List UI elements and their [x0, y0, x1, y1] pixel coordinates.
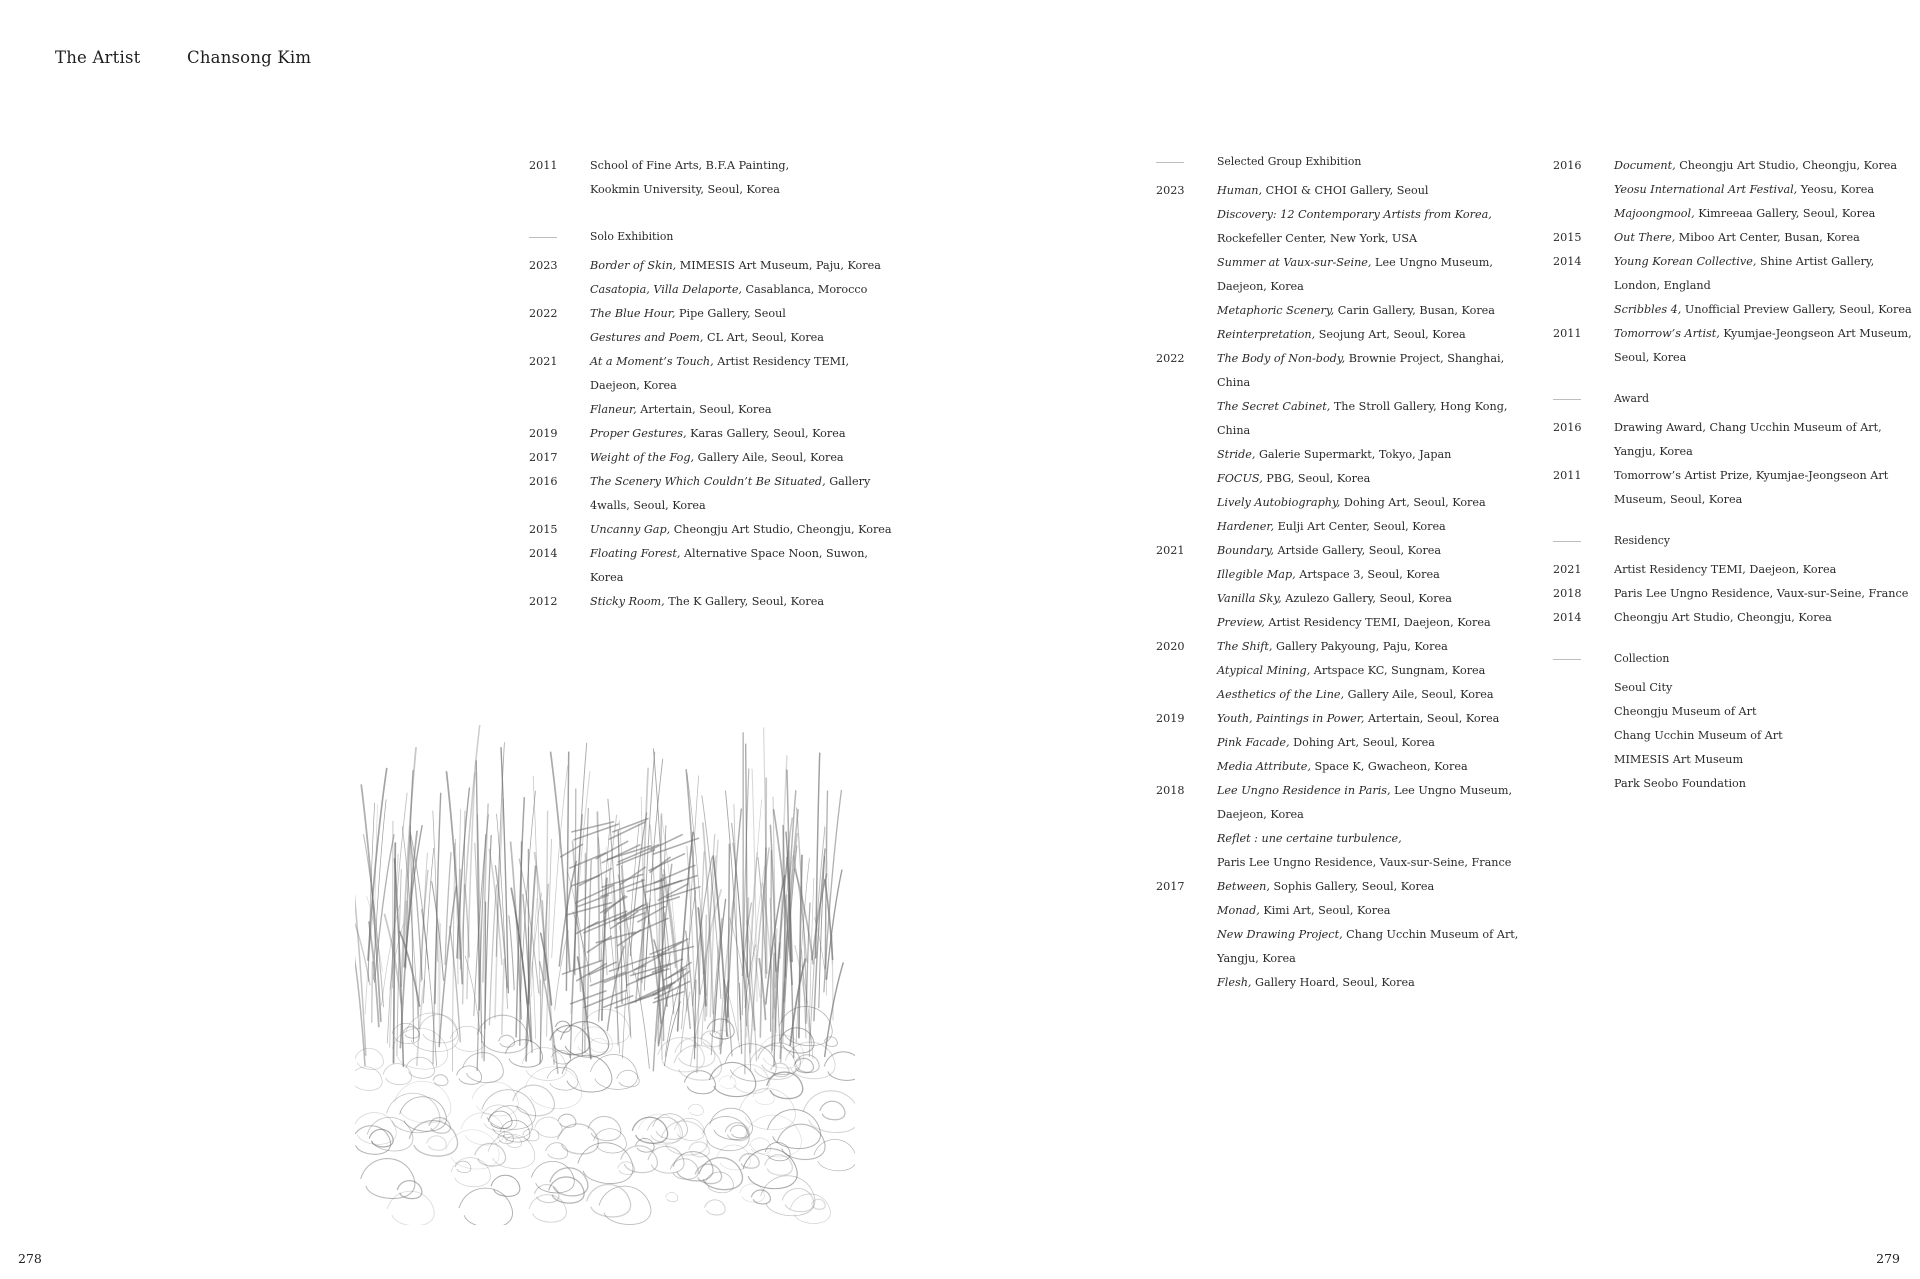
solo-exhibition-list — [529, 254, 892, 614]
exhibition-venue: Artspace KC, Sungnam, Korea — [1310, 664, 1486, 677]
exhibition-item — [1217, 443, 1507, 467]
exhibition-entry — [1553, 322, 1912, 370]
exhibition-lines — [1217, 179, 1495, 347]
group-exhibition-list — [1156, 179, 1519, 995]
exhibition-item — [1217, 635, 1494, 659]
exhibition-entry — [529, 518, 892, 542]
exhibition-title: Floating Forest, — [590, 547, 681, 560]
exhibition-lines — [1217, 707, 1499, 779]
exhibition-title: Lively Autobiography, — [1217, 496, 1341, 509]
exhibition-venue-continued: Paris Lee Ungno Residence, Vaux-sur-Seine, France — [1217, 856, 1512, 869]
exhibition-lines — [590, 470, 870, 518]
exhibition-item — [590, 302, 859, 326]
exhibition-title: Atypical Mining, — [1217, 664, 1311, 677]
exhibition-item — [1217, 515, 1507, 539]
exhibition-venue: Yeosu, Korea — [1797, 183, 1875, 196]
exhibition-year: 2014 — [1553, 255, 1582, 268]
exhibition-title: Boundary, — [1217, 544, 1274, 557]
exhibition-lines — [590, 542, 868, 590]
exhibition-item — [1614, 298, 1912, 322]
exhibition-venue: Eulji Art Center, Seoul, Korea — [1274, 520, 1446, 533]
exhibition-title: Sticky Room, — [590, 595, 665, 608]
exhibition-year: 2018 — [1156, 784, 1185, 797]
group-exhibition-list-continued — [1553, 154, 1912, 370]
exhibition-venue: Lee Ungno Museum, — [1390, 784, 1513, 797]
exhibition-venue: Sophis Gallery, Seoul, Korea — [1269, 880, 1435, 893]
exhibition-venue-continued: Korea — [590, 571, 624, 584]
exhibition-item — [1217, 899, 1518, 923]
exhibition-lines — [590, 446, 859, 470]
exhibition-title: Yeosu International Art Festival, — [1614, 183, 1798, 196]
exhibition-lines — [590, 518, 892, 542]
exhibition-year: 2023 — [529, 259, 558, 272]
exhibition-venue: CHOI & CHOI Gallery, Seoul — [1262, 184, 1429, 197]
artist-name: Chansong Kim — [187, 48, 312, 67]
exhibition-title: Majoongmool, — [1614, 207, 1695, 220]
collection-heading — [1553, 647, 1903, 671]
cv-lines — [1614, 558, 1903, 582]
exhibition-year: 2022 — [1156, 352, 1185, 365]
exhibition-year: 2020 — [1156, 640, 1185, 653]
exhibition-title: Flesh, — [1217, 976, 1252, 989]
pencil-drawing-image — [355, 725, 855, 1225]
collection-item: MIMESIS Art Museum — [1614, 753, 1744, 766]
exhibition-year: 2015 — [1553, 231, 1582, 244]
residency-list — [1553, 558, 1909, 630]
exhibition-venue: Casablanca, Morocco — [742, 283, 868, 296]
exhibition-entry — [1553, 250, 1912, 322]
cv-line: Tomorrow’s Artist Prize, Kyumjae-Jeongseon Art — [1614, 469, 1889, 482]
exhibition-item — [1217, 299, 1495, 323]
exhibition-lines — [1217, 779, 1512, 875]
exhibition-venue: Artspace 3, Seoul, Korea — [1295, 568, 1440, 581]
exhibition-entry — [1156, 707, 1500, 779]
exhibition-title: Reflet : une certaine turbulence, — [1217, 832, 1402, 845]
collection-item: Park Seobo Foundation — [1614, 777, 1746, 790]
exhibition-title: Hardener, — [1217, 520, 1275, 533]
exhibition-entry — [1156, 779, 1513, 875]
award-heading — [1553, 387, 1903, 411]
page-number-right: 279 — [1876, 1251, 1900, 1266]
exhibition-year: 2016 — [1553, 159, 1582, 172]
cv-line: Drawing Award, Chang Ucchin Museum of Art, — [1614, 421, 1882, 434]
exhibition-year: 2022 — [529, 307, 558, 320]
residency-heading — [1553, 529, 1903, 553]
exhibition-title: Gestures and Poem, — [590, 331, 704, 344]
exhibition-item — [590, 350, 859, 374]
cv-line: Cheongju Art Studio, Cheongju, Korea — [1614, 611, 1832, 624]
exhibition-venue: The Stroll Gallery, Hong Kong, — [1330, 400, 1508, 413]
cv-line: Yangju, Korea — [1614, 445, 1693, 458]
cv-line: Artist Residency TEMI, Daejeon, Korea — [1614, 563, 1837, 576]
exhibition-title: Document, — [1614, 159, 1676, 172]
exhibition-venue: Gallery Hoard, Seoul, Korea — [1251, 976, 1415, 989]
exhibition-lines — [1614, 250, 1912, 322]
exhibition-venue: Unofficial Preview Gallery, Seoul, Korea — [1681, 303, 1912, 316]
exhibition-item — [1614, 154, 1903, 178]
exhibition-item — [1217, 875, 1518, 899]
exhibition-title: The Blue Hour, — [590, 307, 676, 320]
exhibition-item — [590, 518, 892, 542]
exhibition-venue: Miboo Art Center, Busan, Korea — [1675, 231, 1860, 244]
exhibition-lines — [1217, 875, 1518, 995]
exhibition-venue: Kyumjae-Jeongseon Art Museum, — [1719, 327, 1912, 340]
solo-exhibition-heading — [529, 225, 859, 249]
exhibition-year: 2015 — [529, 523, 558, 536]
section-rule — [1553, 399, 1581, 400]
exhibition-entry — [1553, 226, 1903, 250]
cv-lines — [1614, 416, 1903, 464]
exhibition-title: FOCUS, — [1217, 472, 1263, 485]
exhibition-venue-continued: Daejeon, Korea — [1217, 280, 1304, 293]
education-entry — [529, 154, 859, 202]
cv-entry — [1553, 416, 1903, 464]
exhibition-item — [590, 470, 870, 494]
exhibition-title: New Drawing Project, — [1217, 928, 1343, 941]
exhibition-venue: Artertain, Seoul, Korea — [636, 403, 772, 416]
cv-lines — [1614, 606, 1903, 630]
exhibition-title: Stride, — [1217, 448, 1256, 461]
exhibition-title: Monad, — [1217, 904, 1260, 917]
exhibition-entry — [1553, 154, 1903, 226]
exhibition-venue: Shine Artist Gallery, — [1756, 255, 1875, 268]
exhibition-item — [1217, 707, 1499, 731]
exhibition-lines — [1614, 322, 1912, 370]
exhibition-year: 2023 — [1156, 184, 1185, 197]
exhibition-entry — [529, 302, 859, 350]
group-exhibition-heading — [1156, 150, 1486, 174]
exhibition-title: Proper Gestures, — [590, 427, 687, 440]
exhibition-venue: Cheongju Art Studio, Cheongju, Korea — [1675, 159, 1898, 172]
exhibition-item — [1614, 178, 1903, 202]
exhibition-year: 2019 — [529, 427, 558, 440]
exhibition-item — [1217, 779, 1512, 803]
cv-year: 2018 — [1553, 587, 1582, 600]
exhibition-year: 2014 — [529, 547, 558, 560]
cv-year: 2021 — [1553, 563, 1582, 576]
exhibition-lines — [590, 302, 859, 350]
collection-item: Cheongju Museum of Art — [1614, 705, 1757, 718]
exhibition-title: Young Korean Collective, — [1614, 255, 1757, 268]
exhibition-venue: PBG, Seoul, Korea — [1262, 472, 1371, 485]
exhibition-lines — [1217, 347, 1507, 539]
exhibition-item — [590, 326, 859, 350]
exhibition-title: Metaphoric Scenery, — [1217, 304, 1335, 317]
exhibition-entry — [1156, 539, 1491, 635]
exhibition-entry — [1156, 179, 1495, 347]
exhibition-title: Vanilla Sky, — [1217, 592, 1282, 605]
exhibition-item — [1614, 202, 1903, 226]
exhibition-title: Border of Skin, — [590, 259, 677, 272]
exhibition-venue: Brownie Project, Shanghai, — [1345, 352, 1505, 365]
exhibition-venue: MIMESIS Art Museum, Paju, Korea — [676, 259, 881, 272]
section-rule — [1553, 659, 1581, 660]
exhibition-title: Scribbles 4, — [1614, 303, 1682, 316]
exhibition-lines — [590, 590, 859, 614]
exhibition-year: 2021 — [529, 355, 558, 368]
exhibition-lines — [1614, 154, 1903, 226]
exhibition-item — [1217, 587, 1491, 611]
exhibition-title: Pink Facade, — [1217, 736, 1290, 749]
exhibition-item — [1217, 347, 1507, 371]
section-rule — [529, 237, 557, 238]
education-line: Kookmin University, Seoul, Korea — [590, 183, 780, 196]
exhibition-item — [1217, 179, 1495, 203]
cv-column-middle — [1156, 150, 1519, 995]
exhibition-item — [1217, 971, 1518, 995]
exhibition-item — [1217, 491, 1507, 515]
exhibition-item — [1217, 203, 1495, 227]
exhibition-venue: Seojung Art, Seoul, Korea — [1315, 328, 1466, 341]
exhibition-venue: Pipe Gallery, Seoul — [675, 307, 786, 320]
cv-column-right — [1553, 154, 1912, 796]
exhibition-title: Weight of the Fog, — [590, 451, 695, 464]
exhibition-venue-continued: Daejeon, Korea — [1217, 808, 1304, 821]
exhibition-venue-continued: China — [1217, 376, 1251, 389]
exhibition-item — [1217, 731, 1499, 755]
exhibition-entry — [529, 254, 881, 302]
exhibition-venue: Artertain, Seoul, Korea — [1364, 712, 1500, 725]
exhibition-venue-continued: China — [1217, 424, 1251, 437]
exhibition-item — [1217, 563, 1491, 587]
solo-exhibition-title: Solo Exhibition — [590, 230, 674, 243]
exhibition-item — [1217, 539, 1491, 563]
exhibition-venue: Gallery Aile, Seoul, Korea — [694, 451, 844, 464]
exhibition-venue: Space K, Gwacheon, Korea — [1310, 760, 1468, 773]
exhibition-entry — [529, 446, 859, 470]
exhibition-title: Reinterpretation, — [1217, 328, 1316, 341]
exhibition-venue: Gallery Pakyoung, Paju, Korea — [1272, 640, 1448, 653]
exhibition-item — [1217, 323, 1495, 347]
exhibition-title: Out There, — [1614, 231, 1676, 244]
exhibition-title: Aesthetics of the Line, — [1217, 688, 1345, 701]
exhibition-entry — [1156, 875, 1519, 995]
exhibition-lines — [1217, 635, 1494, 707]
exhibition-title: Casatopia, Villa Delaporte, — [590, 283, 742, 296]
exhibition-title: The Secret Cabinet, — [1217, 400, 1331, 413]
exhibition-venue: Artside Gallery, Seoul, Korea — [1273, 544, 1442, 557]
exhibition-venue: Galerie Supermarkt, Tokyo, Japan — [1255, 448, 1452, 461]
exhibition-entry — [1156, 635, 1494, 707]
exhibition-title: Uncanny Gap, — [590, 523, 671, 536]
exhibition-title: Media Attribute, — [1217, 760, 1311, 773]
exhibition-item — [1614, 250, 1912, 274]
section-rule — [1553, 541, 1581, 542]
exhibition-entry — [529, 350, 859, 422]
exhibition-year: 2021 — [1156, 544, 1185, 557]
exhibition-venue: Kimi Art, Seoul, Korea — [1259, 904, 1391, 917]
exhibition-entry — [529, 542, 868, 590]
exhibition-lines — [590, 422, 859, 446]
exhibition-venue: Dohing Art, Seoul, Korea — [1289, 736, 1435, 749]
education-line: School of Fine Arts, B.F.A Painting, — [590, 159, 790, 172]
exhibition-item — [1614, 322, 1912, 346]
exhibition-item — [590, 422, 859, 446]
cv-entry — [1553, 558, 1903, 582]
cv-entry — [1553, 606, 1903, 630]
cv-entry — [1553, 582, 1909, 606]
exhibition-item — [1217, 659, 1494, 683]
residency-title: Residency — [1614, 534, 1670, 547]
cv-year: 2016 — [1553, 421, 1582, 434]
exhibition-entry — [529, 470, 871, 518]
exhibition-venue: Chang Ucchin Museum of Art, — [1342, 928, 1519, 941]
exhibition-venue: Gallery — [825, 475, 871, 488]
exhibition-title: Tomorrow’s Artist, — [1614, 327, 1720, 340]
cv-line: Museum, Seoul, Korea — [1614, 493, 1743, 506]
award-title: Award — [1614, 392, 1650, 405]
cv-entry — [1553, 464, 1903, 512]
exhibition-venue-continued: Daejeon, Korea — [590, 379, 677, 392]
exhibition-item — [1217, 251, 1495, 275]
exhibition-title: Human, — [1217, 184, 1263, 197]
exhibition-title: Flaneur, — [590, 403, 637, 416]
exhibition-venue: Carin Gallery, Busan, Korea — [1334, 304, 1495, 317]
cv-year: 2011 — [1553, 469, 1582, 482]
exhibition-title: Youth, Paintings in Power, — [1217, 712, 1365, 725]
exhibition-venue: Dohing Art, Seoul, Korea — [1340, 496, 1486, 509]
cv-line: Paris Lee Ungno Residence, Vaux-sur-Seine, France — [1614, 587, 1909, 600]
exhibition-title: The Shift, — [1217, 640, 1273, 653]
exhibition-item — [590, 542, 868, 566]
education-year: 2011 — [529, 159, 558, 172]
exhibition-venue: The K Gallery, Seoul, Korea — [664, 595, 825, 608]
exhibition-year: 2017 — [529, 451, 558, 464]
exhibition-venue-continued: London, England — [1614, 279, 1711, 292]
collection-item: Seoul City — [1614, 681, 1673, 694]
exhibition-venue: Lee Ungno Museum, — [1371, 256, 1493, 269]
exhibition-item — [1217, 923, 1518, 947]
exhibition-year: 2019 — [1156, 712, 1185, 725]
exhibition-title: Lee Ungno Residence in Paris, — [1217, 784, 1391, 797]
exhibition-venue-continued: Rockefeller Center, New York, USA — [1217, 232, 1418, 245]
exhibition-venue-continued: Yangju, Korea — [1217, 952, 1296, 965]
exhibition-title: Illegible Map, — [1217, 568, 1296, 581]
exhibition-title: At a Moment’s Touch, — [590, 355, 714, 368]
exhibition-entry — [529, 590, 859, 614]
exhibition-year: 2016 — [529, 475, 558, 488]
exhibition-title: Preview, — [1217, 616, 1265, 629]
exhibition-venue-continued: 4walls, Seoul, Korea — [590, 499, 706, 512]
exhibition-title: The Scenery Which Couldn’t Be Situated, — [590, 475, 826, 488]
exhibition-title: Between, — [1217, 880, 1270, 893]
exhibition-venue: Kimreeaa Gallery, Seoul, Korea — [1694, 207, 1876, 220]
exhibition-item — [1217, 755, 1499, 779]
exhibition-year: 2012 — [529, 595, 558, 608]
exhibition-venue-continued: Seoul, Korea — [1614, 351, 1687, 364]
exhibition-venue: Azulezo Gallery, Seoul, Korea — [1281, 592, 1452, 605]
exhibition-item — [590, 398, 859, 422]
exhibition-venue: Artist Residency TEMI, — [713, 355, 850, 368]
exhibition-entry — [1156, 347, 1508, 539]
exhibition-venue: Gallery Aile, Seoul, Korea — [1344, 688, 1494, 701]
section-rule — [1156, 162, 1184, 163]
exhibition-venue: CL Art, Seoul, Korea — [703, 331, 824, 344]
group-exhibition-title: Selected Group Exhibition — [1217, 155, 1362, 168]
exhibition-item — [590, 278, 881, 302]
exhibition-item — [590, 590, 859, 614]
exhibition-title: Discovery: 12 Contemporary Artists from Korea, — [1217, 208, 1492, 221]
exhibition-lines — [590, 350, 859, 422]
exhibition-item — [1614, 226, 1903, 250]
exhibition-title: The Body of Non-body, — [1217, 352, 1346, 365]
cv-year: 2014 — [1553, 611, 1582, 624]
page-number-left: 278 — [18, 1251, 42, 1266]
section-title: The Artist — [55, 48, 141, 67]
exhibition-lines — [590, 254, 881, 302]
exhibition-lines — [1217, 539, 1491, 635]
exhibition-lines — [1614, 226, 1903, 250]
exhibition-venue: Artist Residency TEMI, Daejeon, Korea — [1264, 616, 1491, 629]
exhibition-item — [590, 254, 881, 278]
exhibition-item — [1217, 827, 1512, 851]
collection-list — [1553, 676, 1903, 796]
award-list — [1553, 416, 1903, 512]
collection-title: Collection — [1614, 652, 1670, 665]
exhibition-item — [1217, 683, 1494, 707]
exhibition-year: 2017 — [1156, 880, 1185, 893]
collection-item: Chang Ucchin Museum of Art — [1614, 729, 1783, 742]
cv-column-left — [529, 154, 892, 614]
exhibition-item — [590, 446, 859, 470]
exhibition-venue: Karas Gallery, Seoul, Korea — [686, 427, 846, 440]
exhibition-venue: Cheongju Art Studio, Cheongju, Korea — [670, 523, 892, 536]
exhibition-item — [1217, 611, 1491, 635]
exhibition-title: Summer at Vaux-sur-Seine, — [1217, 256, 1372, 269]
exhibition-year: 2011 — [1553, 327, 1582, 340]
cv-lines — [1614, 464, 1903, 512]
exhibition-venue: Alternative Space Noon, Suwon, — [680, 547, 868, 560]
exhibition-entry — [529, 422, 859, 446]
cv-lines — [1614, 582, 1908, 606]
exhibition-item — [1217, 467, 1507, 491]
exhibition-item — [1217, 395, 1507, 419]
